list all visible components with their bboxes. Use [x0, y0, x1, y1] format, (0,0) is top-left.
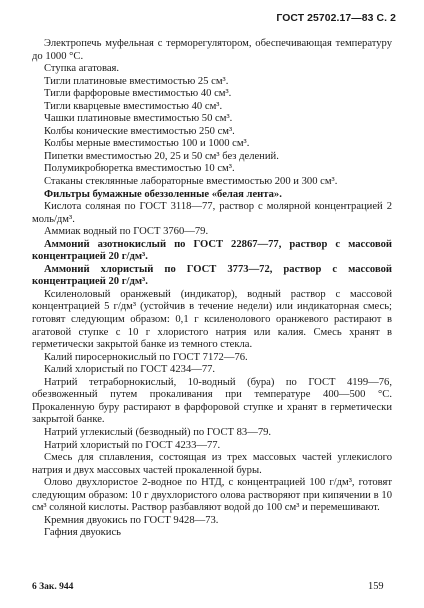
- paragraph: Пипетки вместимостью 20, 25 и 50 см³ без делений.: [44, 150, 279, 162]
- document-body: [32, 38, 392, 540]
- paragraph: Аммиак водный по ГОСТ 3760—79.: [44, 226, 209, 238]
- paragraph: Ступка агатовая.: [44, 63, 120, 75]
- paragraph: Кислота соляная по ГОСТ 3118—77, раствор с молярной концентрацией 2 моль/дм³.: [32, 201, 392, 225]
- paragraph: Аммоний хлористый по ГОСТ 3773—72, раствор с массовой концентрацией 20 г/дм³.: [32, 263, 392, 288]
- paragraph: Колбы конические вместимостью 250 см³.: [44, 125, 235, 137]
- paragraph: Тигли фарфоровые вместимостью 40 см³.: [44, 88, 232, 100]
- paragraph: Электропечь муфельная с терморегулятором, обеспечивающая температуру до 1000 °С.: [32, 38, 392, 62]
- paragraph: Смесь для сплавления, состоящая из трех массовых частей углекислого натрия и двух массовых частей прокаленной буры.: [32, 452, 392, 476]
- paragraph: Натрий углекислый (безводный) по ГОСТ 83—79.: [44, 426, 272, 438]
- paragraph: Стаканы стеклянные лабораторные вместимостью 200 и 300 см³.: [44, 176, 338, 188]
- paragraph: Колбы мерные вместимостью 100 и 1000 см³.: [44, 138, 250, 150]
- paragraph: Тигли платиновые вместимостью 25 см³.: [44, 75, 229, 87]
- paragraph: Аммоний азотнокислый по ГОСТ 22867—77, раствор с массовой концентрацией 20 г/дм³.: [32, 238, 392, 263]
- paragraph: Натрий тетраборнокислый, 10-водный (бура) по ГОСТ 4199—76, обезвоженный путем прокаливания при температуре 400—500 °С. Прокаленную буру растирают в фарфоровой ступке и хранят в герметически закрытой банке.: [32, 376, 392, 426]
- paragraph: Тигли кварцевые вместимостью 40 см³.: [44, 100, 223, 112]
- paragraph: Натрий хлористый по ГОСТ 4233—77.: [44, 439, 221, 451]
- paragraph: Калий хлористый по ГОСТ 4234—77.: [44, 364, 216, 376]
- page-number: 159: [368, 581, 384, 592]
- paragraph: Калий пиросернокислый по ГОСТ 7172—76.: [44, 351, 248, 363]
- paragraph: Ксиленоловый оранжевый (индикатор), водный раствор с массовой концентрацией 5 г/дм³ (устойчив в течение недели) или индикаторная смесь; готовят следующим образом: 0,1 г ксиленолового оранжевого растирают в агатовой ступке с 10 г хлористого натрия или калия. Смесь хранят в герметически закрытой банке из темного стекла.: [32, 288, 392, 351]
- paragraph: Чашки платиновые вместимостью 50 см³.: [44, 113, 233, 125]
- print-order-mark: 6 Зак. 944: [32, 582, 74, 592]
- paragraph: Гафния двуокись: [44, 527, 121, 539]
- paragraph: Полумикробюретка вместимостью 10 см³.: [44, 163, 235, 175]
- page-header: ГОСТ 25702.17—83 С. 2: [276, 13, 396, 24]
- paragraph: Кремния двуокись по ГОСТ 9428—73.: [44, 514, 219, 526]
- paragraph: Олово двухлористое 2-водное по НТД, с концентрацией 100 г/дм³, готовят следующим образом: 10 г двухлористого олова растворяют при кипячении в 10 см³ соляной кислоты. Раствор разбавляют водой до 100 см³ и перемешивают.: [32, 477, 392, 514]
- paragraph: Фильтры бумажные обеззоленные «белая лента».: [44, 188, 282, 200]
